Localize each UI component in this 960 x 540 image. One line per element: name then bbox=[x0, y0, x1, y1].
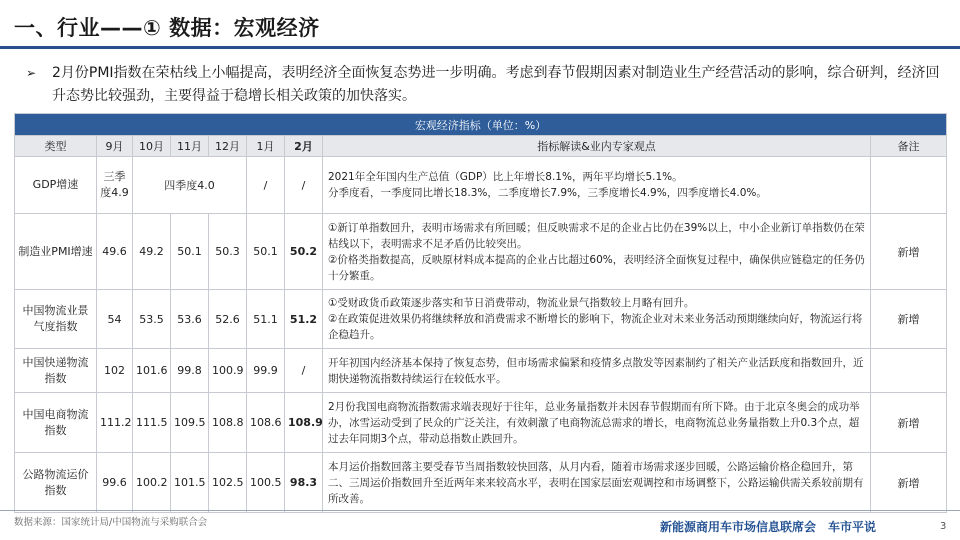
row-category: GDP增速 bbox=[15, 157, 97, 214]
note-line: 2月份我国电商物流指数需求端表现好于往年，总业务量指数并未因春节假期而有所下降。由于北京冬奥会的成功举办，冰雪运动受到了民众的广泛关注，有效刺激了电商物流总需求的增长，电商物流总业务量指数上升0.3个点，超过去年同期3个点，带动总指数止跌回升。 bbox=[328, 400, 860, 445]
cell-value: 109.5 bbox=[171, 393, 209, 453]
row-category: 中国物流业景气度指数 bbox=[15, 290, 97, 349]
cell-value: 53.6 bbox=[171, 290, 209, 349]
cell-value: 99.9 bbox=[247, 349, 285, 393]
cell-value: 50.1 bbox=[171, 214, 209, 290]
note-line: ①新订单指数回升，表明市场需求有所回暖；但反映需求不足的企业占比仍在39%以上，中小企业新订单指数仍在荣枯线以下，表明需求不足矛盾仍比较突出。 bbox=[328, 221, 865, 250]
note-line: 2021年全年国内生产总值（GDP）比上年增长8.1%，两年平均增长5.1%。 bbox=[328, 171, 683, 183]
page-number: 3 bbox=[940, 521, 947, 532]
table-row bbox=[15, 349, 947, 393]
page-title: 一、行业——① 数据：宏观经济 bbox=[14, 16, 320, 40]
cell-value: 53.5 bbox=[133, 290, 171, 349]
cell-value: 100.2 bbox=[133, 453, 171, 513]
cell-value: 111.5 bbox=[133, 393, 171, 453]
cell-remark: 新增 bbox=[871, 393, 947, 453]
cell-remark bbox=[871, 157, 947, 214]
cell-value: 102 bbox=[97, 349, 133, 393]
note-line: ②在政策促进效果仍将继续释放和消费需求不断增长的影响下，物流企业对未来业务活动预期继续向好，物流运行将企稳趋升。 bbox=[328, 313, 863, 341]
cell-value: 101.5 bbox=[171, 453, 209, 513]
cell-value: 102.5 bbox=[209, 453, 247, 513]
note-line: ①受财政货币政策逐步落实和节日消费带动，物流业景气指数较上月略有回升。 bbox=[328, 297, 695, 309]
cell-value: 99.6 bbox=[97, 453, 133, 513]
row-category: 中国电商物流指数 bbox=[15, 393, 97, 453]
cell-value-feb: 108.9 bbox=[285, 393, 323, 453]
cell-note bbox=[323, 453, 871, 513]
intro-paragraph bbox=[26, 62, 946, 108]
cell-note bbox=[323, 157, 871, 214]
row-category: 中国快递物流指数 bbox=[15, 349, 97, 393]
note-line: 本月运价指数回落主要受春节当周指数较快回落，从月内看，随着市场需求逐步回暖，公路运输价格企稳回升，第二、三周运价指数回升至近两年来来较高水平，表明在国家层面宏观调控和市场调整下，公路运输供需关系较前期有所改善。 bbox=[328, 460, 864, 505]
cell-value: 99.8 bbox=[171, 349, 209, 393]
cell-note bbox=[323, 393, 871, 453]
cell-value: 100.9 bbox=[209, 349, 247, 393]
cell-value: 108.6 bbox=[247, 393, 285, 453]
table-row bbox=[15, 214, 947, 290]
cell-value: 52.6 bbox=[209, 290, 247, 349]
header-cell-oct: 10月 bbox=[133, 136, 171, 157]
brand-label: 新能源商用车市场信息联席会 车市平说 bbox=[660, 520, 877, 534]
table-row bbox=[15, 393, 947, 453]
header-cell-remark: 备注 bbox=[871, 136, 947, 157]
note-line: 开年初国内经济基本保持了恢复态势，但市场需求偏紧和疫情多点散发等因素制约了相关产业活跃度和指数回升，近期快递物流指数持续运行在较低水平。 bbox=[328, 356, 864, 385]
header-cell-nov: 11月 bbox=[171, 136, 209, 157]
header-cell-jan: 1月 bbox=[247, 136, 285, 157]
cell-feb: / bbox=[285, 157, 323, 214]
note-line: 分季度看，一季度同比增长18.3%，二季度增长7.9%，三季度增长4.9%，四季度增长4.0%。 bbox=[328, 187, 767, 199]
cell-jan: / bbox=[247, 157, 285, 214]
cell-remark: 新增 bbox=[871, 453, 947, 513]
cell-sep: 三季度4.9 bbox=[97, 157, 133, 214]
table-caption-row bbox=[15, 114, 947, 136]
cell-value-feb: 98.3 bbox=[285, 453, 323, 513]
cell-note bbox=[323, 290, 871, 349]
cell-value: 54 bbox=[97, 290, 133, 349]
cell-q4: 四季度4.0 bbox=[133, 157, 247, 214]
cell-note bbox=[323, 349, 871, 393]
macro-indicator-table bbox=[14, 113, 947, 513]
header-cell-sep: 9月 bbox=[97, 136, 133, 157]
header-cell-note: 指标解读&业内专家观点 bbox=[323, 136, 871, 157]
row-category: 公路物流运价指数 bbox=[15, 453, 97, 513]
cell-value: 49.6 bbox=[97, 214, 133, 290]
cell-value: 108.8 bbox=[209, 393, 247, 453]
cell-remark bbox=[871, 349, 947, 393]
table-caption: 宏观经济指标（单位：%） bbox=[15, 114, 947, 136]
cell-value: 50.3 bbox=[209, 214, 247, 290]
data-source: 数据来源：国家统计局/中国物流与采购联合会 bbox=[14, 517, 208, 528]
intro-text: 2月份PMI指数在荣枯线上小幅提高，表明经济全面恢复态势进一步明确。考虑到春节假期因素对制造业生产经营活动的影响，综合研判，经济回升态势比较强劲，主要得益于稳增长相关政策的加快落实。 bbox=[52, 65, 940, 104]
row-category: 制造业PMI增速 bbox=[15, 214, 97, 290]
cell-note bbox=[323, 214, 871, 290]
header-cell-type: 类型 bbox=[15, 136, 97, 157]
cell-value: 51.1 bbox=[247, 290, 285, 349]
cell-value-feb: / bbox=[285, 349, 323, 393]
cell-value-feb: 51.2 bbox=[285, 290, 323, 349]
cell-value: 111.2 bbox=[97, 393, 133, 453]
cell-remark: 新增 bbox=[871, 290, 947, 349]
cell-value: 49.2 bbox=[133, 214, 171, 290]
note-line: ②价格类指数提高，反映原材料成本提高的企业占比超过60%，表明经济全面恢复过程中，确保供应链稳定的任务仍十分繁重。 bbox=[328, 253, 865, 282]
cell-value: 50.1 bbox=[247, 214, 285, 290]
cell-value: 100.5 bbox=[247, 453, 285, 513]
arrow-bullet-icon: ➢ bbox=[26, 66, 37, 80]
title-divider bbox=[0, 46, 960, 49]
table-row bbox=[15, 290, 947, 349]
cell-value-feb: 50.2 bbox=[285, 214, 323, 290]
table-row bbox=[15, 453, 947, 513]
cell-remark: 新增 bbox=[871, 214, 947, 290]
header-cell-dec: 12月 bbox=[209, 136, 247, 157]
header-cell-feb: 2月 bbox=[285, 136, 323, 157]
table-row bbox=[15, 157, 947, 214]
cell-value: 101.6 bbox=[133, 349, 171, 393]
table-header-row bbox=[15, 136, 947, 157]
footer-divider bbox=[0, 510, 960, 511]
